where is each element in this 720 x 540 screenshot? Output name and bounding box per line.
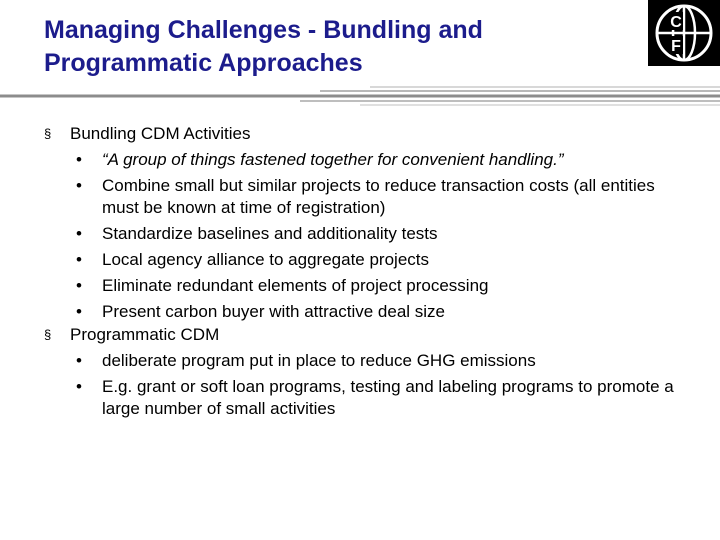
dot-bullet-icon: • [76, 276, 82, 295]
globe-logo-icon [648, 0, 720, 66]
sub-bullet-item [44, 275, 704, 297]
dot-bullet-icon: • [76, 351, 82, 370]
bullet-text: Programmatic CDM [70, 325, 220, 344]
sub-bullet-item [44, 223, 704, 245]
sub-bullet-text: Present carbon buyer with attractive deal size [102, 302, 446, 321]
sub-bullet-text: Standardize baselines and additionality tests [102, 224, 438, 243]
section-bullet-icon: § [44, 126, 52, 141]
sub-bullet-item [44, 301, 704, 323]
dot-bullet-icon: • [76, 176, 82, 195]
sub-bullet-item [44, 175, 704, 219]
sub-bullet-item [44, 350, 704, 372]
bullet-item-programmatic [44, 324, 704, 346]
dot-bullet-icon: • [76, 224, 82, 243]
logo-letter-c: C [670, 14, 682, 31]
sub-bullet-text: deliberate program put in place to reduce GHG emissions [102, 351, 536, 370]
dot-bullet-icon: • [76, 250, 82, 269]
logo-letter-f: F [671, 38, 681, 55]
sub-bullet-item [44, 149, 704, 171]
sub-bullet-item [44, 376, 704, 420]
slide-title-line-2: Programmatic Approaches [44, 49, 363, 77]
dot-bullet-icon: • [76, 377, 82, 396]
section-bullet-icon: § [44, 327, 52, 342]
bullet-text: Bundling CDM Activities [70, 124, 251, 143]
dot-bullet-icon: • [76, 150, 82, 169]
bullet-list [44, 122, 704, 420]
carbon-finance-logo [648, 0, 720, 66]
bullet-item-bundling [44, 123, 704, 145]
dot-bullet-icon: • [76, 302, 82, 321]
sub-bullet-text: Combine small but similar projects to reduce transaction costs (all entities must be known at time of registration) [102, 176, 655, 217]
sub-bullet-text: “A group of things fastened together for convenient handling.” [102, 150, 564, 169]
header-rule-lines [0, 84, 720, 108]
sub-bullet-text: E.g. grant or soft loan programs, testing and labeling programs to promote a large number of small activities [102, 377, 674, 418]
sub-bullet-item [44, 249, 704, 271]
sub-bullet-text: Local agency alliance to aggregate projects [102, 250, 429, 269]
slide-title-line-1: Managing Challenges - Bundling and [44, 16, 483, 44]
slide-title [44, 14, 604, 80]
sub-bullet-text: Eliminate redundant elements of project processing [102, 276, 489, 295]
